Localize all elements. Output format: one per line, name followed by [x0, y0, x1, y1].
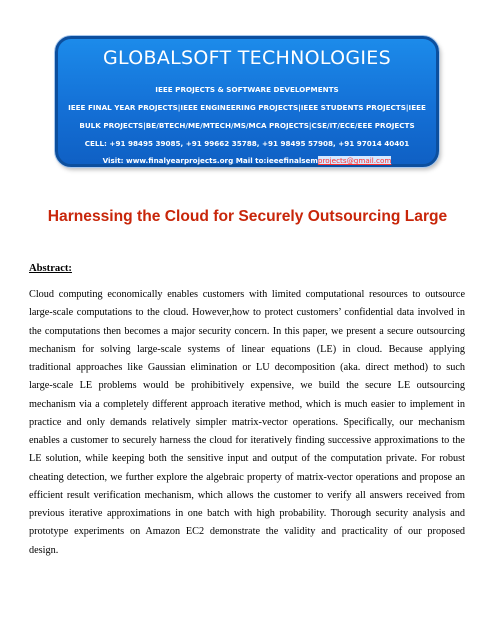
banner-contact-line	[58, 156, 436, 165]
header-banner	[55, 36, 439, 167]
email-link[interactable]: projects@gmail.com	[317, 156, 392, 165]
website-and-mail-text: Visit: www.finalyearprojects.org Mail to:ieeefinalsem	[102, 156, 318, 165]
abstract-heading: Abstract:	[29, 263, 72, 274]
banner-phone-numbers: CELL: +91 98495 39085, +91 99662 35788, +91 98495 57908, +91 97014 40401	[84, 139, 410, 148]
company-name: GLOBALSOFT TECHNOLOGIES	[103, 47, 391, 69]
banner-tagline: IEEE PROJECTS & SOFTWARE DEVELOPMENTS	[155, 85, 339, 94]
banner-projects-line: IEEE FINAL YEAR PROJECTS|IEEE ENGINEERING PROJECTS|IEEE STUDENTS PROJECTS|IEEE	[68, 103, 426, 112]
paper-title: Harnessing the Cloud for Securely Outsourcing Large	[47, 208, 448, 225]
banner-bulk-projects-line: BULK PROJECTS|BE/BTECH/ME/MTECH/MS/MCA PROJECTS|CSE/IT/ECE/EEE PROJECTS	[79, 121, 415, 130]
abstract-text: Cloud computing economically enables customers with limited computational resources to outsource large-scale computations to the cloud. However,how to protect customers’ confidential data involved in the computations then becomes a major security concern. In this paper, we present a secure outsourcing mechanism for solving large-scale systems of linear equations (LE) in cloud. Because applying traditional approaches like Gaussian elimination or LU decomposition (aka. direct method) to such large-scale LE problems would be prohibitively expensive, we build the secure LE outsourcing mechanism via a completely different approach iterative method, which is much easier to implement in practice and only demands relatively simpler matrix-vector operations. Specifically, our mechanism enables a customer to securely harness the cloud for iteratively finding successive approximations to the LE solution, while keeping both the sensitive input and output of the computation private. For robust cheating detection, we further explore the algebraic property of matrix-vector operations and propose an efficient result verification mechanism, which allows the customer to verify all answers received from previous iterative approximations in one batch with high probability. Thorough security analysis and prototype experiments on Amazon EC2 demonstrate the validity and practicality of our proposed design.	[29, 289, 465, 556]
